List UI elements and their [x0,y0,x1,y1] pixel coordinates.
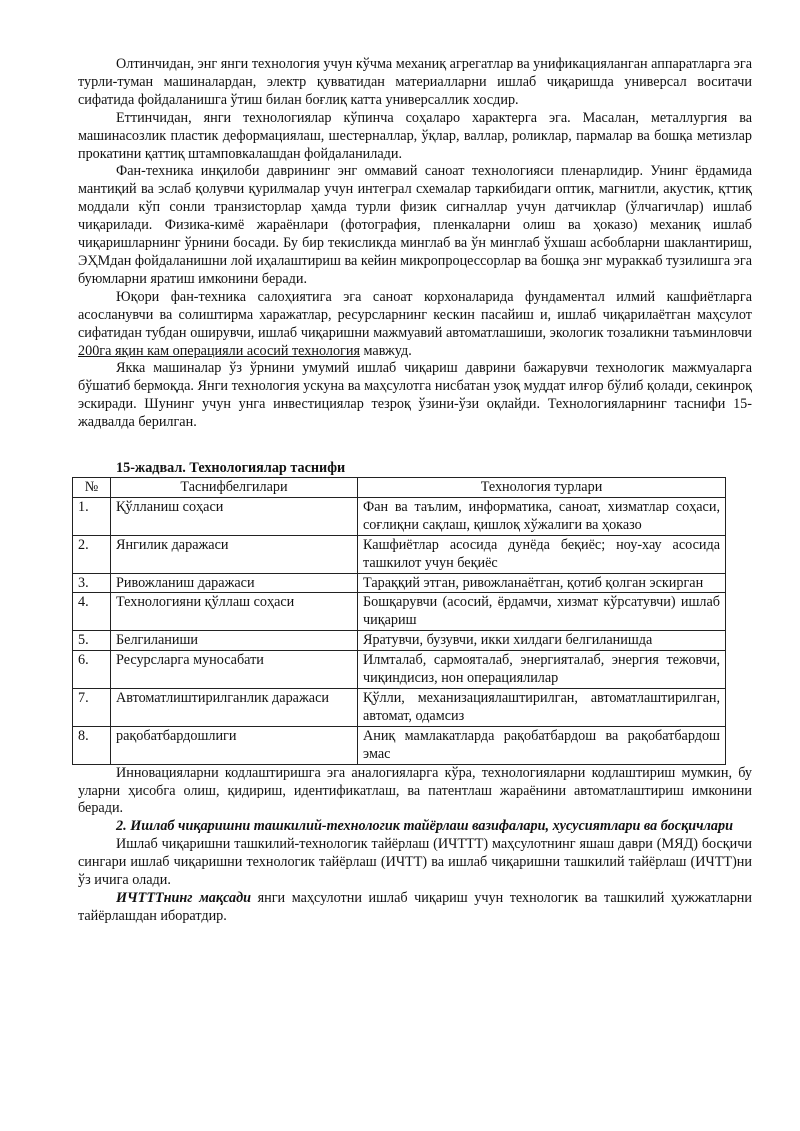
table-row [73,689,726,727]
row-criterion: Ресурсларга муносабати [111,651,358,689]
header-criteria: Таснифбелгилари [111,478,358,498]
row-criterion: Автоматлиштирилганлик даражаси [111,689,358,727]
row-number: 1. [73,497,111,535]
row-types: Фан ва таълим, информатика, саноат, хизматлар соҳаси, соғлиқни сақлаш, қишлоқ хўжалиги ва ҳоказо [358,497,726,535]
document-page [78,56,752,926]
row-criterion: Қўлланиш соҳаси [111,497,358,535]
row-number: 7. [73,689,111,727]
section-heading: 2. Ишлаб чиқаришни ташкилий-технологик тайёрлаш вазифалари, хусусиятлари ва босқичлари [116,818,733,835]
goal-text: янги маҳсулотни ишлаб чиқариш учун технологик ва ташкилий ҳужжатларни тайёрлашдан иборатдир. [78,889,752,924]
paragraph-ichttt-goal [78,890,752,926]
paragraph-coding: Инновацияларни кодлаштиришга эга аналогияларга кўра, технологияларни кодлаштириш мумкин, бу уларни ҳисобга олиш, қидириш, идентификатлаш, ва патентлаш жараёнини автоматлаштириш имконини беради. [78,764,752,817]
paragraph-high-tech-enterprises [78,289,752,361]
goal-term: ИЧТТТнинг мақсади [116,889,252,906]
underlined-phrase: 200га яқин кам операцияли асосий технология [78,342,360,359]
row-number: 2. [73,535,111,573]
paragraph-high-tech-end: мавжуд. [363,342,412,359]
table-row [73,726,726,764]
technology-classification-table [72,477,726,765]
row-number: 4. [73,593,111,631]
paragraph-seventh: Еттинчидан, янги технологиялар кўпинча соҳаларо характерга эга. Масалан, металлургия ва машинасозлик пластик деформациялаш, шестерналлар, ўқлар, валлар, роликлар, пармалар ва бошқа метизлар прокатини қаттиқ штамповкалашдан фойдаланилади. [78,109,752,162]
row-types: Илмталаб, сармояталаб, энергияталаб, энергия тежовчи, чиқиндисиз, нон операциялилар [358,651,726,689]
row-number: 8. [73,726,111,764]
row-criterion: Технологияни қўллаш соҳаси [111,593,358,631]
row-types: Яратувчи, бузувчи, икки хилдаги белгиланишда [358,631,726,651]
table-row [73,631,726,651]
table-row [73,593,726,631]
row-types: Тараққий этган, ривожланаётган, қотиб қолган эскирган [358,573,726,593]
table-row [73,651,726,689]
row-criterion: Ривожланиш даражаси [111,573,358,593]
row-number: 6. [73,651,111,689]
header-types: Технология турлари [358,478,726,498]
row-criterion: Белгиланиши [111,631,358,651]
paragraph-planar-technology: Фан-техника инқилоби даврининг энг оммавий саноат технологияси пленарлидир. Унинг ёрдамида мантиқий ва эслаб қолувчи қурилмалар учун интеграл схемалар таркибидаги оптик, магнитли, акустик, қттиқ моддали кўп сонли транзисторлар ҳамда турли физик сигналлар учун датчиклар (ўлчагичлар) ишлаб чиқарилади. Физика-кимё жараёнлари (фотография, пленкаларни олиш ва ҳоказо) механиқ ишлаб чиқаришларнинг ўрнини босади. Бу бир текисликда минглаб ва ўн минглаб ўхшаш асбобларни шаклантириш, ЭҲМдан фойдаланишни лой иҳалаштириш ва кейин микропроцессорлар ва бошқа энг мураккаб тузилишга эга буюмларни яратиш имконини беради. [78,163,752,287]
row-number: 5. [73,631,111,651]
row-types: Аниқ мамлакатларда рақобатбардош ва рақобатбардош эмас [358,726,726,764]
header-number: № [73,478,111,498]
row-types: Кашфиётлар асосида дунёда беқиёс; ноу-хау асосида ташкилот учун беқиёс [358,535,726,573]
table-row [73,573,726,593]
row-types: Бошқарувчи (асосий, ёрдамчи, хизмат кўрсатувчи) ишлаб чиқариш [358,593,726,631]
row-types: Қўлли, механизациялаштирилган, автоматлаштирилган, автомат, одамсиз [358,689,726,727]
table-row [73,535,726,573]
paragraph-sixth: Олтинчидан, энг янги технология учун кўчма механиқ агрегатлар ва унификацияланган аппаратларга эга турли-туман машиналардан, электр қувватидан материалларни ишлаб чиқаришда универсал воситачи сифатида фойдаланишга ўтиш билан боғлиқ катта универсаллик хосдир. [78,56,752,108]
paragraph-ichttt-definition: Ишлаб чиқаришни ташкилий-технологик тайёрлаш (ИЧТТТ) маҳсулотнинг яшаш даври (МЯД) босқичи сингари ишлаб чиқаришни технологик тайёрлаш (ИЧТТ) ва ишлаб чиқаришни ташкилий тайёрлаш (ИЧТТ)ни ўз ичига олади. [78,836,752,889]
row-criterion: рақобатбардошлиги [111,726,358,764]
table-header-row [73,478,726,498]
table-row [73,497,726,535]
row-criterion: Янгилик даражаси [111,535,358,573]
row-number: 3. [73,573,111,593]
table-title: 15-жадвал. Технологиялар таснифи [116,460,346,477]
paragraph-single-machines: Якка машиналар ўз ўрнини умумий ишлаб чиқариш даврини бажарувчи технологик мажмуаларга бўшатиб бермоқда. Янги технология ускуна ва маҳсулотга нисбатан узоқ муддат илғор бўлиб қолади, секинроқ эскиради. Шунинг учун унга инвестициялар тезроқ ўзини-ўзи оқлайди. Технологияларнинг таснифи 15-жадвалда берилган. [78,360,752,431]
paragraph-high-tech-text: Юқори фан-техника салоҳиятига эга саноат корхоналарида фундаментал илмий кашфиётларга асосланувчи ва солиштирма харажатлар, ресурсларнинг кескин пасайиш и, ишлаб чиқарилаётган маҳсулот сифатидан тубдан оширувчи, ишлаб чиқаришни мажмуавий автоматлашиши, экологик тозаликни таъминловчи [78,288,752,341]
